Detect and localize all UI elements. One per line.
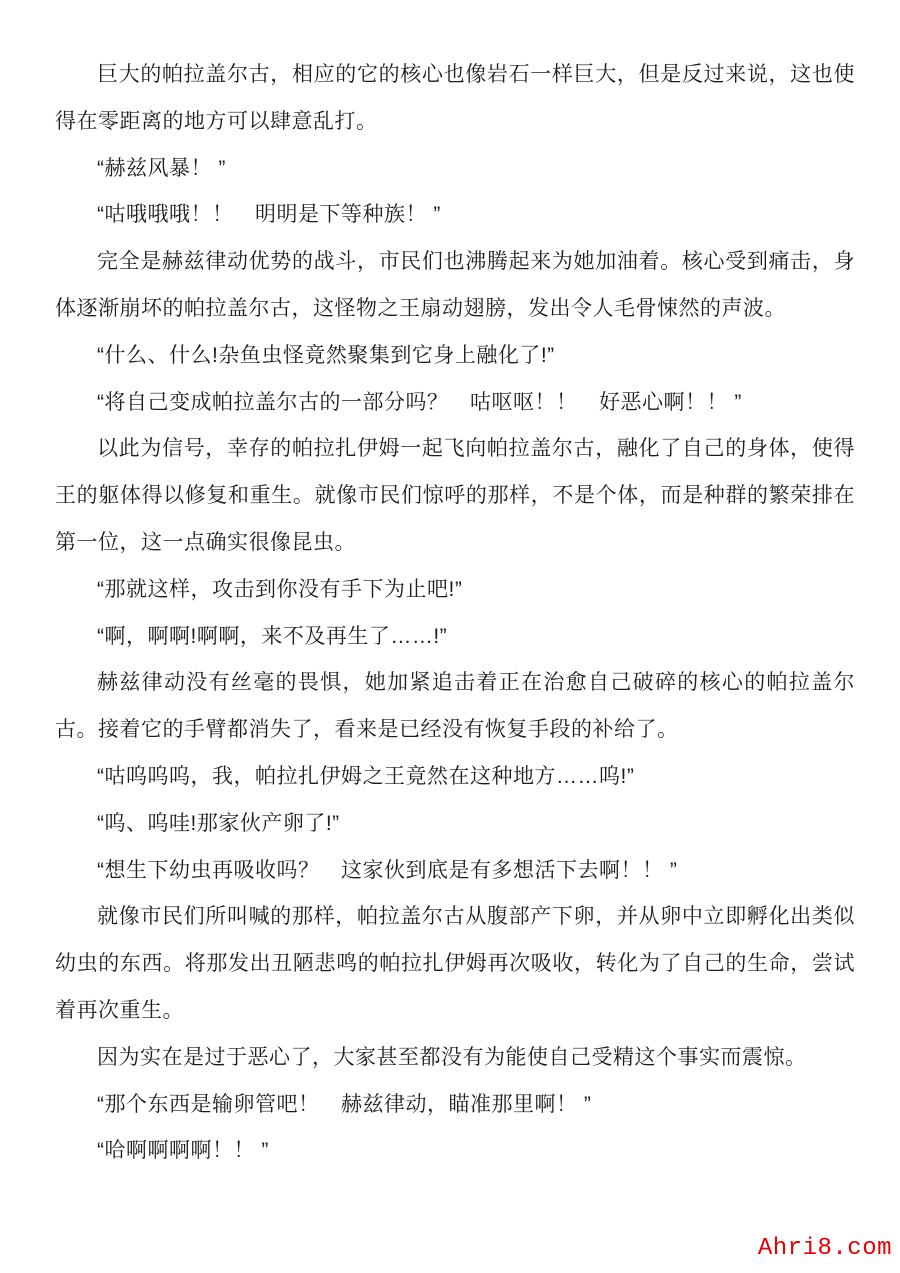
narration-paragraph: 因为实在是过于恶心了，大家甚至都没有为能使自己受精这个事实而震惊。: [97, 1045, 807, 1069]
watermark-text: Ahri8.com: [757, 1235, 892, 1262]
narration-paragraph: 巨大的帕拉盖尔古，相应的它的核心也像岩石一样巨大，但是反过来说，这也使得在零距离的地方可以肆意乱打。: [55, 63, 855, 133]
narration-paragraph: 以此为信号，幸存的帕拉扎伊姆一起飞向帕拉盖尔古，融化了自己的身体，使得王的躯体得以修复和重生。就像市民们惊呼的那样，不是个体，而是种群的繁荣排在第一位，这一点确实很像昆虫。: [55, 437, 855, 554]
dialogue-paragraph: “哈啊啊啊啊！！ ”: [97, 1139, 269, 1163]
narration-paragraph: 完全是赫兹律动优势的战斗，市民们也沸腾起来为她加油着。核心受到痛击，身体逐渐崩坏的帕拉盖尔古，这怪物之王扇动翅膀，发出令人毛骨悚然的声波。: [55, 250, 855, 320]
dialogue-paragraph: “咕哦哦哦！！ 明明是下等种族！ ”: [97, 203, 441, 227]
dialogue-paragraph: “什么、什么!杂鱼虫怪竟然聚集到它身上融化了!”: [97, 343, 555, 367]
narration-paragraph: 赫兹律动没有丝毫的畏惧，她加紧追击着正在治愈自己破碎的核心的帕拉盖尔古。接着它的手臂都消失了，看来是已经没有恢复手段的补给了。: [55, 671, 855, 742]
dialogue-paragraph: “咕呜呜呜，我，帕拉扎伊姆之王竟然在这种地方……呜!”: [97, 764, 635, 788]
dialogue-paragraph: “将自己变成帕拉盖尔古的一部分吗？ 咕呕呕！！ 好恶心啊！！ ”: [97, 390, 742, 414]
narration-paragraph: 就像市民们所叫喊的那样，帕拉盖尔古从腹部产下卵，并从卵中立即孵化出类似幼虫的东西。将那发出丑陋悲鸣的帕拉扎伊姆再次吸收，转化为了自己的生命，尝试着再次重生。: [55, 905, 855, 1022]
dialogue-paragraph: “赫兹风暴！ ”: [97, 156, 226, 180]
dialogue-paragraph: “那个东西是输卵管吧！ 赫兹律动，瞄准那里啊！ ”: [97, 1092, 592, 1116]
dialogue-paragraph: “那就这样，攻击到你没有手下为止吧!”: [97, 577, 463, 601]
dialogue-paragraph: “呜、呜哇!那家伙产卵了!”: [97, 811, 340, 835]
text-block: [55, 52, 855, 1175]
dialogue-paragraph: “想生下幼虫再吸收吗？ 这家伙到底是有多想活下去啊！！ ”: [97, 858, 678, 882]
dialogue-paragraph: “啊，啊啊!啊啊，来不及再生了……!”: [97, 624, 448, 648]
